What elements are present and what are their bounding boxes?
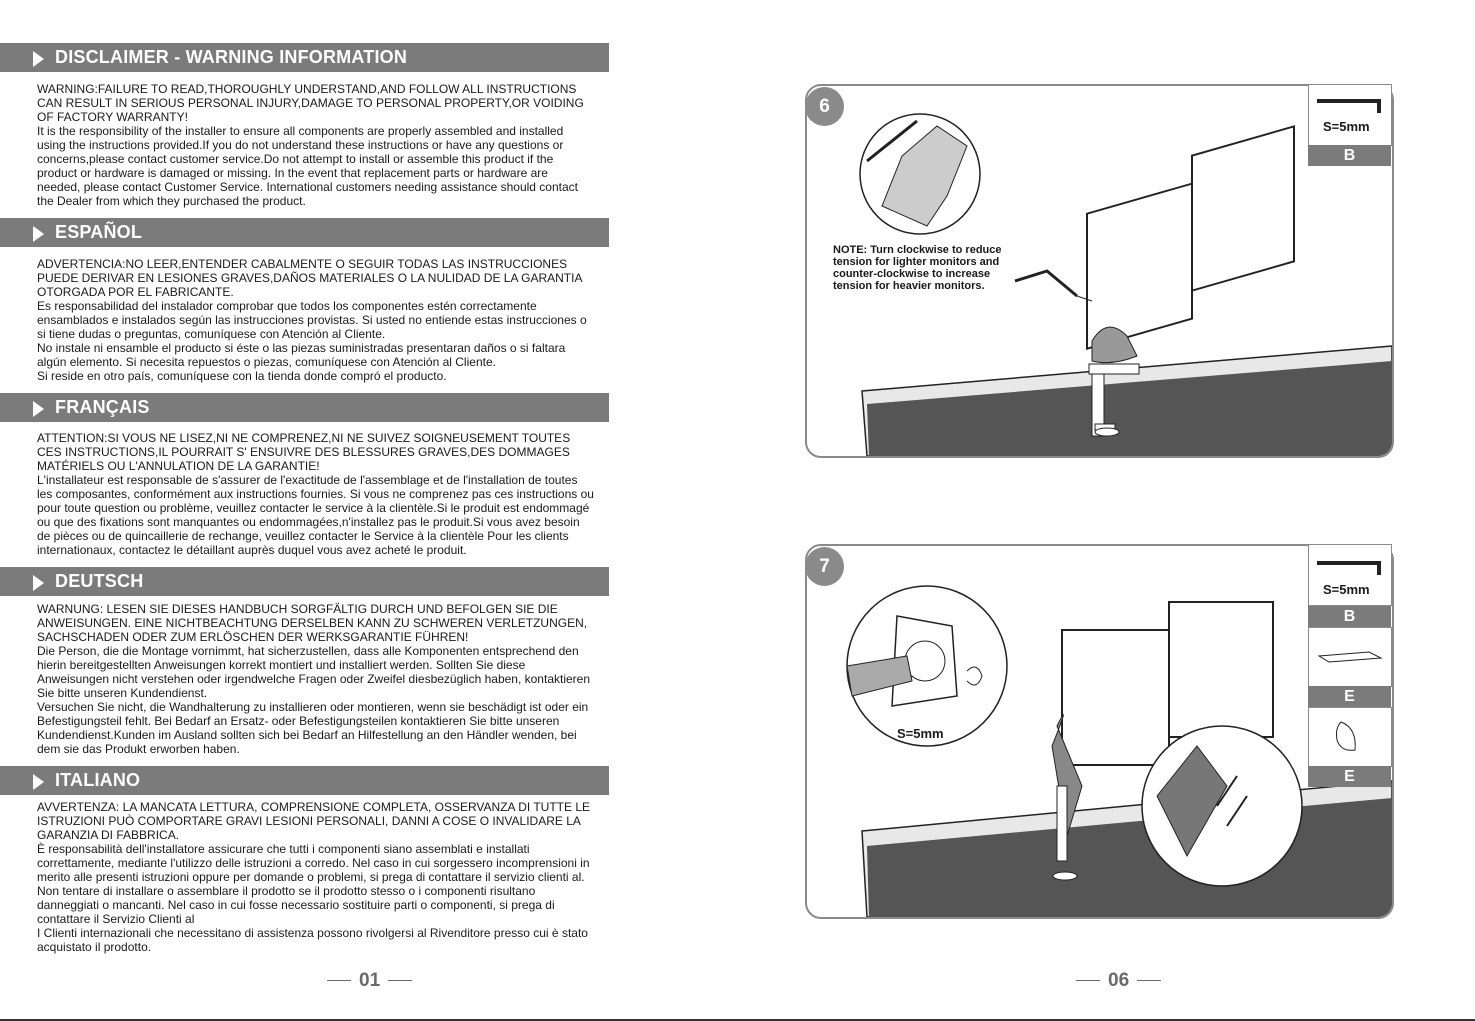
- step-7-tag-e2: E: [1308, 766, 1391, 787]
- section-header-francais: [0, 393, 609, 422]
- section-body-deutsch: WARNUNG: LESEN SIE DIESES HANDBUCH SORGFÄLTIG DURCH UND BEFOLGEN SIE DIE ANWEISUNGEN. EINE NICHTBEACHTUNG DERSELBEN KANN ZU SCHWEREN VERLETZUNGEN, SACHSCHADEN ODER ZUM ERLÖSCHEN DER WERKSGARANTIE FÜHREN! Die Person, die die Montage vornimmt, hat sicherzustellen, dass alle Komponenten entsprechend den hierin bereitgestellten Anweisungen korrekt montiert und installiert werden. Sollten Sie diese Anweisungen nicht verstehen oder irgendwelche Fragen oder Zweifel diesbezüglich haben, kontaktieren Sie bitte unseren Kundendienst. Versuchen Sie nicht, die Wandhalterung zu installieren oder montieren, wenn sie beschädigt ist oder ein Befestigungsteil fehlt. Bei Bedarf an Ersatz- oder Befestigungsteilen kontaktieren Sie bitte unseren Kundendienst.Kunden im Ausland sollten sich bei Bedarf an Hilfestellung an den Händler wenden, bei dem sie das Produkt erworben haben.: [37, 602, 591, 756]
- cable-cover-icon: [1309, 708, 1391, 766]
- page-number-right: [1068, 970, 1169, 992]
- section-header-disclaimer: [0, 43, 609, 72]
- section-body-francais: ATTENTION:SI VOUS NE LISEZ,NI NE COMPRENEZ,NI NE SUIVEZ SOIGNEUSEMENT TOUTES CES INSTRUCTIONS,IL POURRAIT S' ENSUIVRE DES BLESSURES GRAVES,DES DOMMAGES MATÉRIELS OU L'ANNULATION DE LA GARANTIE! L'installateur est responsable de s'assurer de l'exactitude de l'assemblage et de l'installation de toutes les composantes, conformément aux instructions fournies. Si vous ne comprenez pas ces instructions ou pour toute question ou problème, veuillez contacter le service à la clientèle.Si le produit est endommagé ou que des fixations sont manquantes ou endommagées,n'installez pas le produit.Si vous avez besoin de pièces ou de quincaillerie de rechange, veuillez contacter le Service à la clientèle Pour les clients internationaux, contactez le détaillant auprès duquel vous avez acheté le produit.: [37, 431, 594, 557]
- page-number-text: 06: [1108, 970, 1130, 991]
- section-header-deutsch: [0, 567, 609, 596]
- tool-size-label: S=5mm: [1323, 582, 1370, 597]
- play-arrow-icon: [33, 51, 44, 67]
- section-title: ESPAÑOL: [55, 222, 143, 242]
- cable-clip-icon: [1309, 628, 1391, 686]
- cable-cover-box: [1308, 707, 1392, 767]
- step-7-panel: [805, 544, 1394, 919]
- cable-clip-box: [1308, 627, 1392, 687]
- step-7-illustration: [807, 546, 1392, 917]
- left-page: [0, 0, 620, 1021]
- play-arrow-icon: [33, 401, 44, 417]
- section-body-disclaimer: WARNING:FAILURE TO READ,THOROUGHLY UNDERSTAND,AND FOLLOW ALL INSTRUCTIONS CAN RESULT IN SERIOUS PERSONAL INJURY,DAMAGE TO PERSONAL PROPERTY,OR VOIDING OF FACTORY WARRANTY! It is the responsibility of the installer to ensure all components are properly assembled and installed using the instructions provided.If you do not understand these instructions or have any questions or concerns,please contact customer service.Do not attempt to install or assemble this product if the product or hardware is damaged or missing. In the event that replacement parts or hardware are needed, please contact Customer Service. International customers needing assistance should contact the Dealer from which they purchased the product.: [37, 82, 584, 208]
- step-6-tool-tag: B: [1308, 145, 1391, 166]
- page-number-left: [319, 970, 420, 992]
- step-6-note: NOTE: Turn clockwise to reduce tension for lighter monitors and counter-clockwise to increase tension for heavier monitors.: [833, 244, 1002, 292]
- hex-key-icon: [1309, 545, 1391, 575]
- section-header-italiano: [0, 766, 609, 795]
- step-7-tag-b: B: [1308, 606, 1391, 627]
- step-6-badge: 6: [805, 87, 844, 126]
- section-body-espanol: ADVERTENCIA:NO LEER,ENTENDER CABALMENTE O SEGUIR TODAS LAS INSTRUCCIONES PUEDE DERIVAR EN LESIONES GRAVES,DAÑOS MATERIALES O LA NULIDAD DE LA GARANTIA OTORGADA POR EL FABRICANTE. Es responsabilidad del instalador comprobar que todos los componentes estén correctamente ensamblados e instalados según las instrucciones provistas. Si usted no entiende estas instrucciones o si tiene dudas o preguntas, comuníquese con Atención al Cliente. No instale ni ensamble el producto si éste o las piezas suministradas presentaran daños o si faltara algún elemento. Si necesita repuestos o piezas, comuníquese con Atención al Cliente. Si reside en otro país, comuníquese con la tienda donde compró el producto.: [37, 257, 587, 383]
- page-number-text: 01: [359, 970, 381, 991]
- section-body-italiano: AVVERTENZA: LA MANCATA LETTURA, COMPRENSIONE COMPLETA, OSSERVANZA DI TUTTE LE ISTRUZIONI PUÒ COMPORTARE GRAVI LESIONI PERSONALI, DANNI A COSE O INVALIDARE LA GARANZIA DI FABBRICA. È responsabilità dell'installatore assicurare che tutti i componenti siano assemblati e installati correttamente, mediante l'utilizzo delle istruzioni a corredo. Nel caso in cui sorgessero incomprensioni in merito alle presenti istruzioni oppure per domande o problemi, si prega di contattare il servizio clienti al. Non tentare di installare o assemblare il prodotto se il prodotto stesso o i componenti risultano danneggiati o mancanti. Nel caso in cui fosse necessario sostituire parti o componenti, si prega di contattare il Servizio Clienti al I Clienti internazionali che necessitano di assistenza possono rivolgersi al Rivenditore presso cui è stato acquistato il prodotto.: [37, 800, 591, 954]
- section-header-espanol: [0, 218, 609, 247]
- step-7-tag-e1: E: [1308, 686, 1391, 707]
- section-title: FRANÇAIS: [55, 397, 150, 417]
- play-arrow-icon: [33, 226, 44, 242]
- step-7-tool-box: [1308, 544, 1392, 606]
- section-title: DEUTSCH: [55, 571, 144, 591]
- section-title: ITALIANO: [55, 770, 141, 790]
- tool-size-label: S=5mm: [1323, 119, 1370, 134]
- hex-key-icon: [1309, 85, 1391, 115]
- step-7-badge: 7: [805, 547, 844, 586]
- step-6-tool-box: [1308, 84, 1392, 146]
- step-7-zoom-label: S=5mm: [897, 726, 944, 741]
- section-title: DISCLAIMER - WARNING INFORMATION: [55, 47, 408, 67]
- play-arrow-icon: [33, 774, 44, 790]
- play-arrow-icon: [33, 575, 44, 591]
